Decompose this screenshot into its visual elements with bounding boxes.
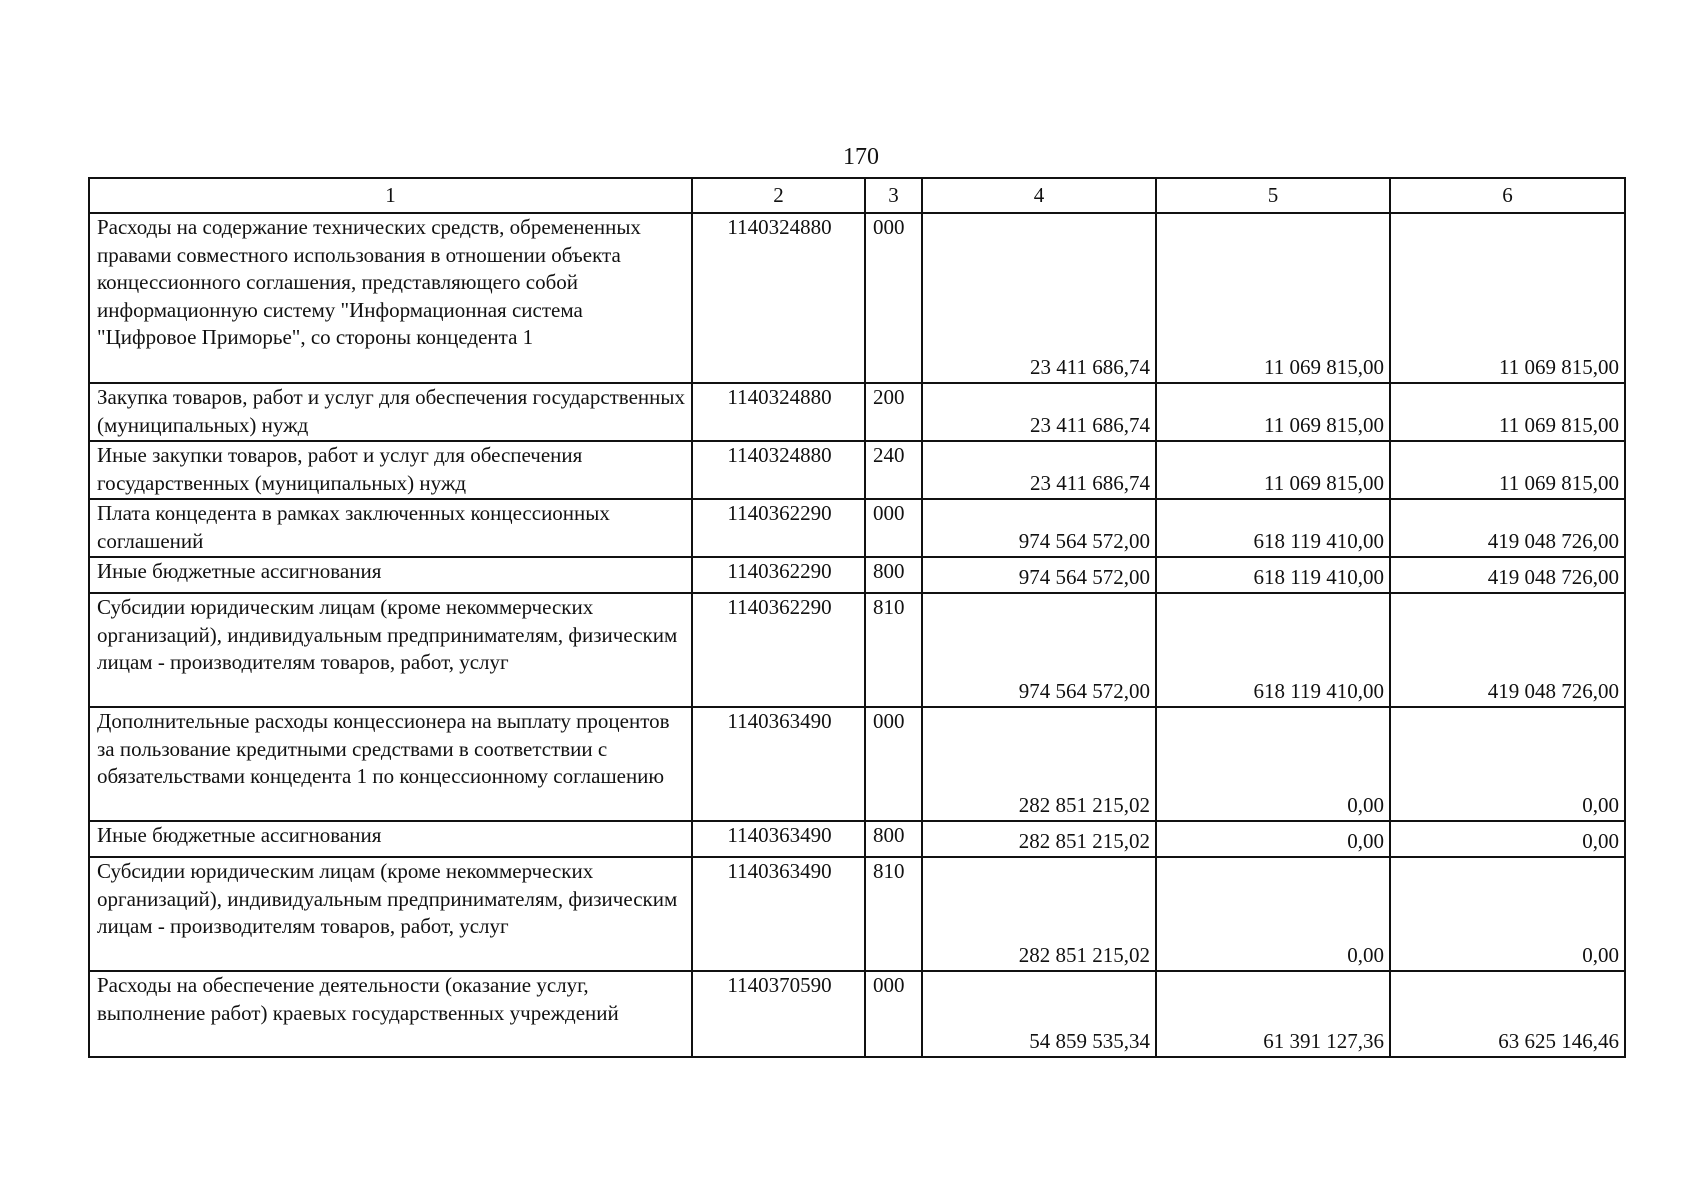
row-name: Субсидии юридическим лицам (кроме некоммерческих организаций), индивидуальным предпринимателям, физическим лицам - производителям товаров, работ, услуг — [89, 593, 692, 707]
row-code: 1140362290 — [692, 593, 865, 707]
header-col-2: 2 — [692, 178, 865, 213]
row-type: 000 — [865, 971, 922, 1057]
table-row — [89, 499, 1625, 557]
row-amount-col5: 0,00 — [1156, 821, 1390, 857]
row-amount-col5: 618 119 410,00 — [1156, 557, 1390, 593]
table-row — [89, 593, 1625, 707]
row-name: Расходы на содержание технических средств, обремененных правами совместного использования в отношении объекта концессионного соглашения, представляющего собой информационную систему "Информационная система "Цифровое Приморье", со стороны концедента 1 — [89, 213, 692, 383]
row-name: Дополнительные расходы концессионера на выплату процентов за пользование кредитными средствами в соответствии с обязательствами концедента 1 по концессионному соглашению — [89, 707, 692, 821]
row-code: 1140363490 — [692, 821, 865, 857]
row-amount-col4: 282 851 215,02 — [922, 707, 1156, 821]
header-col-6: 6 — [1390, 178, 1625, 213]
row-code: 1140324880 — [692, 383, 865, 441]
row-amount-col6: 11 069 815,00 — [1390, 383, 1625, 441]
row-amount-col6: 0,00 — [1390, 707, 1625, 821]
row-type: 000 — [865, 213, 922, 383]
table-row — [89, 557, 1625, 593]
row-code: 1140362290 — [692, 499, 865, 557]
row-amount-col4: 974 564 572,00 — [922, 557, 1156, 593]
row-type: 200 — [865, 383, 922, 441]
row-amount-col5: 0,00 — [1156, 857, 1390, 971]
row-amount-col6: 0,00 — [1390, 857, 1625, 971]
row-type: 000 — [865, 499, 922, 557]
row-amount-col4: 23 411 686,74 — [922, 383, 1156, 441]
row-amount-col6: 0,00 — [1390, 821, 1625, 857]
row-code: 1140324880 — [692, 441, 865, 499]
row-type: 240 — [865, 441, 922, 499]
budget-table — [88, 177, 1626, 1058]
row-type: 800 — [865, 821, 922, 857]
row-name: Иные бюджетные ассигнования — [89, 821, 692, 857]
table-row — [89, 971, 1625, 1057]
row-amount-col5: 61 391 127,36 — [1156, 971, 1390, 1057]
row-amount-col5: 0,00 — [1156, 707, 1390, 821]
row-amount-col5: 618 119 410,00 — [1156, 593, 1390, 707]
header-row — [89, 178, 1625, 213]
row-name: Иные бюджетные ассигнования — [89, 557, 692, 593]
row-amount-col6: 419 048 726,00 — [1390, 593, 1625, 707]
row-type: 000 — [865, 707, 922, 821]
row-amount-col5: 11 069 815,00 — [1156, 383, 1390, 441]
table-row — [89, 441, 1625, 499]
row-amount-col6: 419 048 726,00 — [1390, 499, 1625, 557]
row-amount-col4: 282 851 215,02 — [922, 821, 1156, 857]
row-amount-col5: 11 069 815,00 — [1156, 213, 1390, 383]
row-code: 1140324880 — [692, 213, 865, 383]
row-name: Иные закупки товаров, работ и услуг для обеспечения государственных (муниципальных) нужд — [89, 441, 692, 499]
row-amount-col4: 974 564 572,00 — [922, 499, 1156, 557]
row-amount-col4: 974 564 572,00 — [922, 593, 1156, 707]
row-code: 1140363490 — [692, 707, 865, 821]
table-row — [89, 821, 1625, 857]
table-row — [89, 857, 1625, 971]
row-name: Закупка товаров, работ и услуг для обеспечения государственных (муниципальных) нужд — [89, 383, 692, 441]
table-row — [89, 383, 1625, 441]
row-type: 810 — [865, 857, 922, 971]
row-name: Расходы на обеспечение деятельности (оказание услуг, выполнение работ) краевых государственных учреждений — [89, 971, 692, 1057]
row-type: 800 — [865, 557, 922, 593]
row-amount-col5: 618 119 410,00 — [1156, 499, 1390, 557]
row-type: 810 — [865, 593, 922, 707]
row-code: 1140363490 — [692, 857, 865, 971]
header-col-5: 5 — [1156, 178, 1390, 213]
row-amount-col4: 23 411 686,74 — [922, 213, 1156, 383]
row-amount-col6: 63 625 146,46 — [1390, 971, 1625, 1057]
row-amount-col6: 419 048 726,00 — [1390, 557, 1625, 593]
row-amount-col4: 282 851 215,02 — [922, 857, 1156, 971]
header-col-1: 1 — [89, 178, 692, 213]
row-amount-col4: 23 411 686,74 — [922, 441, 1156, 499]
row-amount-col6: 11 069 815,00 — [1390, 441, 1625, 499]
row-amount-col6: 11 069 815,00 — [1390, 213, 1625, 383]
row-name: Плата концедента в рамках заключенных концессионных соглашений — [89, 499, 692, 557]
table-row — [89, 213, 1625, 383]
row-code: 1140362290 — [692, 557, 865, 593]
row-amount-col5: 11 069 815,00 — [1156, 441, 1390, 499]
row-name: Субсидии юридическим лицам (кроме некоммерческих организаций), индивидуальным предпринимателям, физическим лицам - производителям товаров, работ, услуг — [89, 857, 692, 971]
header-col-3: 3 — [865, 178, 922, 213]
row-amount-col4: 54 859 535,34 — [922, 971, 1156, 1057]
row-code: 1140370590 — [692, 971, 865, 1057]
page-number: 170 — [843, 144, 879, 170]
table-row — [89, 707, 1625, 821]
header-col-4: 4 — [922, 178, 1156, 213]
